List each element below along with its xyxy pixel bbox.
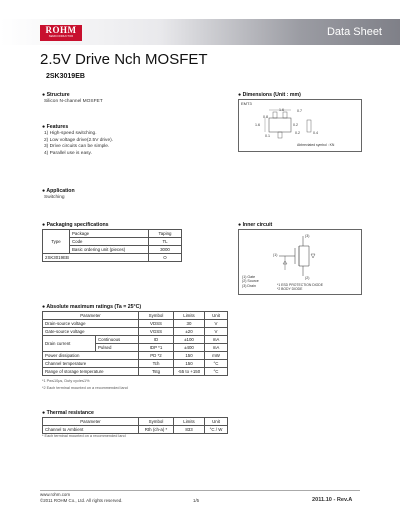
abbreviated-symbol: Abbreviated symbol : KN [297,143,335,147]
application-text: Switching [44,195,65,200]
table-cell: Rth (ch-a) * [139,426,174,434]
packaging-heading-text: Packaging specifications [46,222,109,228]
legend-drain: (3) Drain [242,283,256,288]
column-header: Parameter [43,312,139,320]
thermal-heading-text: Thermal resistance [46,410,94,416]
table-row [43,254,182,262]
column-header: Parameter [43,418,139,426]
table-row [43,230,182,238]
table-cell: -55 to +150 [174,368,205,376]
table-row [43,352,228,360]
column-header: Limits [174,418,205,426]
feature-item: 3) Drive circuits can be simple. [44,144,110,149]
column-header: Symbol [139,312,174,320]
table-cell: Channel temperature [43,360,139,368]
table-row [43,368,228,376]
table-cell: Drain-source voltage [43,320,139,328]
features-heading: ● Features [42,124,69,130]
inner-circuit-box [238,229,362,295]
circuit-note: *1 ESD PROTECTION DIODE [277,283,323,287]
circuit-notes [277,283,323,291]
table-header-row [43,418,228,426]
table-cell: 150 [174,360,205,368]
table-cell: Power dissipation [43,352,139,360]
table-cell: mA [205,344,228,352]
circuit-note: *2 BODY DIODE [277,287,303,292]
table-cell: °C [205,360,228,368]
packaging-heading: ● Packaging specifications [42,222,109,228]
table-cell: V [205,328,228,336]
pin-label-source: (2) [305,276,310,280]
drain-current-label: Drain current [43,336,96,352]
dim-4: 0.2 [293,123,298,127]
column-header: Limits [174,312,205,320]
dimensions-heading: ● Dimensions (Unit : mm) [238,92,301,98]
table-cell: Package [70,230,149,238]
table-cell: °C [205,368,228,376]
application-heading-text: Application [46,188,75,194]
table-cell: 3000 [149,246,182,254]
table-cell: Basic ordering unit (pieces) [70,246,149,254]
dimensions-heading-text: Dimensions (Unit : mm) [242,92,301,98]
table-row [43,360,228,368]
type-label: Type [43,230,70,254]
table-cell: VDSS [139,320,174,328]
feature-item: 2) Low voltage drive(2.5V drive). [44,137,114,143]
table-cell: Taping [149,230,182,238]
dim-6: 0.2 [295,131,300,135]
legend-source: (2) Source [242,279,259,284]
table-cell: V [205,320,228,328]
legend-gate: (1) Gate [242,275,256,279]
pin-legend [242,275,259,288]
logo-main: ROHM [45,25,77,35]
package-label: EMT3 [241,101,252,106]
table-cell: mW [205,352,228,360]
dim-5: 1.6 [255,123,260,127]
table-cell: ±100 [174,336,205,344]
table-cell: Channel to Ambient [43,426,139,434]
table-cell: 150 [174,352,205,360]
table-cell: Pulsed [96,344,139,352]
structure-heading-text: Structure [46,92,70,98]
logo-sub: SEMICONDUCTOR [48,35,74,38]
table-cell: ±20 [174,328,205,336]
structure-heading: ● Structure [42,92,70,98]
table-cell: Continuous [96,336,139,344]
table-cell: Range of storage temperature [43,368,139,376]
footer-copyright: ©2011 ROHM Co., Ltd. All rights reserved. [40,498,123,503]
table-cell: 833 [174,426,205,434]
inner-circuit-heading-text: Inner circuit [242,222,273,228]
thermal-note: * Each terminal mounted on a recommended land [42,434,126,438]
page-title: 2.5V Drive Nch MOSFET [40,51,208,68]
dim-8: 0.4 [313,131,318,135]
table-cell: °C / W [205,426,228,434]
abs-max-note: *2 Each terminal mounted on a recommended land [42,386,128,390]
table-cell: 2SK3019EB [43,254,149,262]
table-row [43,426,228,434]
dim-1: 1.6 [279,108,284,112]
table-cell: VGSS [139,328,174,336]
table-cell: ±400 [174,344,205,352]
footer-site[interactable]: www.rohm.com [40,492,71,497]
structure-text: Silicon N-channel MOSFET [44,99,103,104]
table-cell: IDP *1 [139,344,174,352]
abs-max-table [42,311,228,376]
table-cell: TL [149,238,182,246]
abs-max-note: *1 Pw≤10μs, Duty cycle≤1% [42,379,90,383]
table-cell: Code [70,238,149,246]
footer-page: 1/5 [193,498,200,503]
abs-max-heading: ● Absolute maximum ratings (Ta = 25°C) [42,304,142,310]
part-number: 2SK3019EB [46,73,85,80]
packaging-table [42,229,182,262]
footer-revision: 2011.10 - Rev.A [312,497,353,503]
application-heading: ● Application [42,188,75,194]
column-header: Symbol [139,418,174,426]
table-row [43,320,228,328]
table-cell: PD *2 [139,352,174,360]
footer-rule [40,490,360,491]
thermal-heading: ● Thermal resistance [42,410,94,416]
features-heading-text: Features [46,124,69,130]
dim-3: 0.8 [263,115,268,119]
feature-item: 1) High-speed switching. [44,131,97,136]
table-cell: ID [139,336,174,344]
table-cell: Gate-source voltage [43,328,139,336]
table-cell: Tstg [139,368,174,376]
pin-label-drain: (3) [305,234,310,238]
abs-max-heading-text: Absolute maximum ratings (Ta = 25°C) [46,304,142,310]
table-row [43,336,228,344]
table-cell: 30 [174,320,205,328]
thermal-table [42,417,228,434]
dim-2: 0.7 [297,109,302,113]
column-header: Unit [205,418,228,426]
rohm-logo [40,25,82,41]
doc-type: Data Sheet [326,26,382,38]
feature-item: 4) Parallel use is easy. [44,150,92,156]
table-cell: mA [205,336,228,344]
dim-7: 0.1 [265,134,270,138]
table-cell: Tch [139,360,174,368]
inner-circuit-heading: ● Inner circuit [238,222,273,228]
table-cell: O [149,254,182,262]
table-header-row [43,312,228,320]
table-row [43,328,228,336]
column-header: Unit [205,312,228,320]
dimensions-box [238,99,362,152]
pin-label-gate: (1) [273,253,278,257]
